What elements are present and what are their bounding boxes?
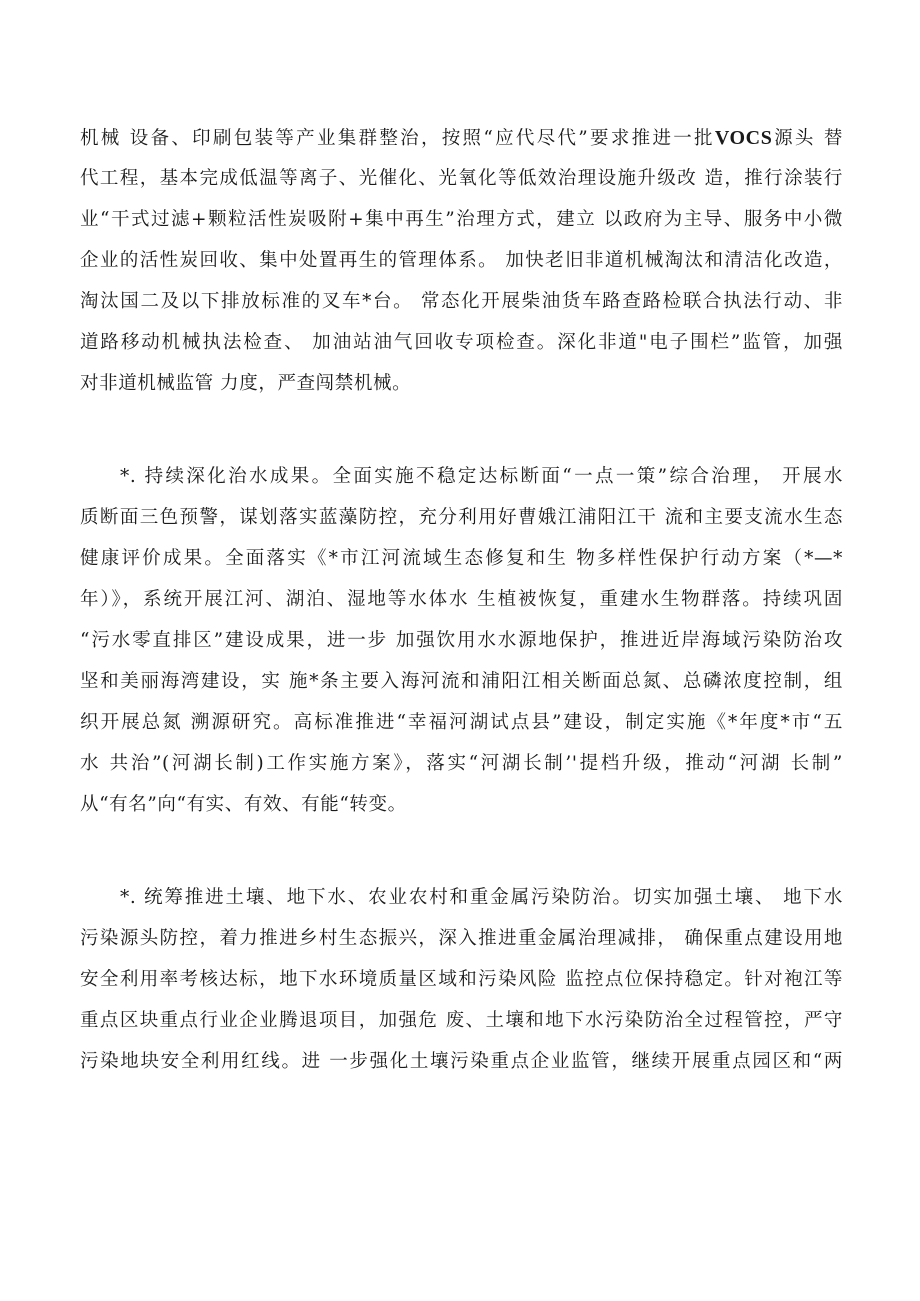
bold-term: VOCS xyxy=(714,127,773,149)
text-line: 污染地块安全利用红线。进 一步强化土壤污染重点企业监管，继续开展重点园区和“两 xyxy=(80,1051,843,1072)
text-line: *. 统筹推进土壤、地下水、农业农村和重金属污染防治。切实加强土壤、 地下水 xyxy=(120,887,843,908)
text-line: 业“干式过滤+颗粒活性炭吸附+集中再生”治理方式，建立 以政府为主导、服务中小微 xyxy=(80,209,843,230)
text-line: *. 持续深化治水成果。全面实施不稳定达标断面“一点一策”综合治理， 开展水 xyxy=(120,466,843,487)
text-line: 安全利用率考核达标，地下水环境质量区域和污染风险 监控点位保持稳定。针对袍江等 xyxy=(80,969,843,990)
text-line: 对非道机械监管 力度，严查闯禁机械。 xyxy=(80,373,412,394)
text-span: 源头 替 xyxy=(772,128,844,149)
text-line: 企业的活性炭回收、集中处置再生的管理体系。 加快老旧非道机械淘汰和清洁化改造， xyxy=(80,250,843,271)
text-line: 道路移动机械执法检查、 加油站油气回收专项检查。深化非道"电子围栏”监管，加强 xyxy=(80,332,843,353)
text-line: 水 共治”(河湖长制)工作实施方案》，落实“河湖长制’'提档升级，推动“河湖 长制” xyxy=(80,753,843,774)
text-line: 代工程，基本完成低温等离子、光催化、光氧化等低效治理设施升级改 造，推行涂装行 xyxy=(80,168,843,189)
text-span: 机械 设备、印刷包装等产业集群整治，按照“应代尽代”要求推进一批 xyxy=(80,128,715,149)
text-line: 污染源头防控，着力推进乡村生态振兴，深入推进重金属治理减排， 确保重点建设用地 xyxy=(80,928,843,949)
text-line: 健康评价成果。全面落实《*市江河流域生态修复和生 物多样性保护行动方案（*—* xyxy=(80,548,843,569)
text-line: 重点区块重点行业企业腾退项目，加强危 废、土壤和地下水污染防治全过程管控，严守 xyxy=(80,1010,843,1031)
text-line xyxy=(80,121,843,155)
text-line: 从“有名”向“有实、有效、有能“转变。 xyxy=(80,794,407,815)
text-line: 织开展总氮 溯源研究。高标准推进“幸福河湖试点县”建设，制定实施《*年度*市“五 xyxy=(80,712,843,733)
text-line: 坚和美丽海湾建设，实 施*条主要入海河流和浦阳江相关断面总氮、总磷浓度控制，组 xyxy=(80,671,843,692)
text-line: 年）》，系统开展江河、湖泊、湿地等水体水 生植被恢复，重建水生物群落。持续巩固 xyxy=(80,589,843,610)
text-line: 质断面三色预警，谋划落实蓝藻防控，充分利用好曹娥江浦阳江干 流和主要支流水生态 xyxy=(80,507,843,528)
text-line: “污水零直排区”建设成果，进一步 加强饮用水水源地保护，推进近岸海域污染防治攻 xyxy=(80,630,843,651)
text-line: 淘汰国二及以下排放标准的叉车*台。 常态化开展柴油货车路查路检联合执法行动、非 xyxy=(80,291,843,312)
